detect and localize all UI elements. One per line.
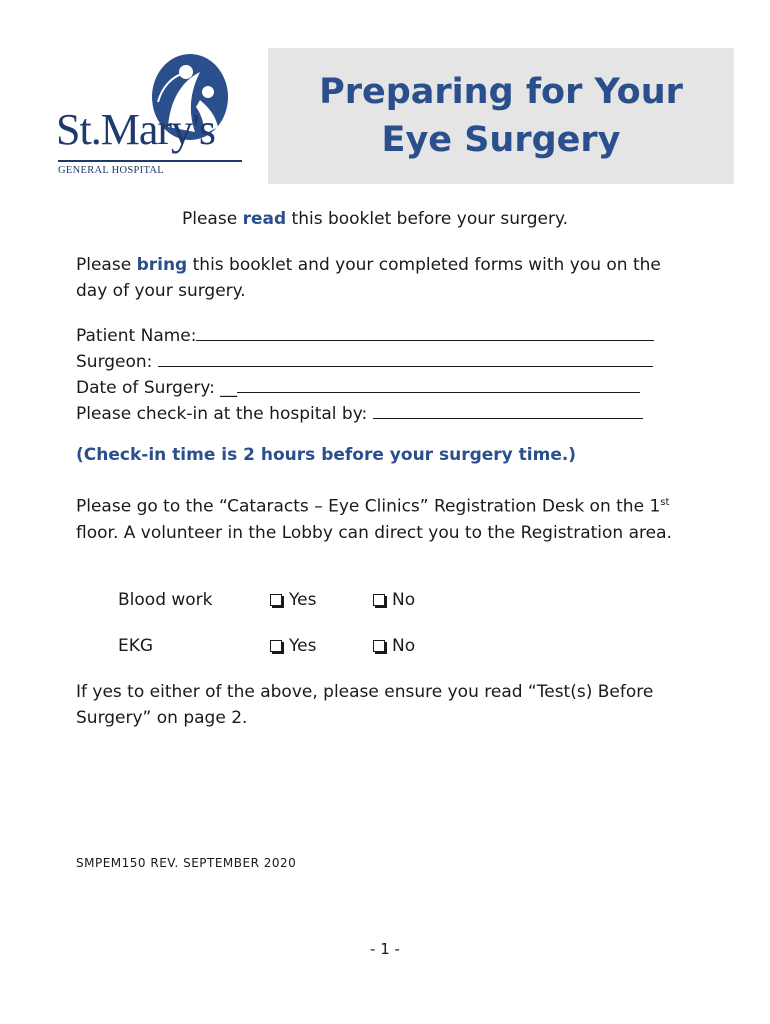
logo-name: St.Mary's [56,105,216,154]
yes-label: Yes [289,590,317,610]
blood-work-yes-option[interactable] [270,589,316,611]
title-box [268,48,734,184]
checkin-row [76,400,643,427]
date-field[interactable] [237,374,640,393]
checkbox-icon[interactable] [270,594,282,606]
read-emphasis: read [242,209,287,229]
ekg-yes-option[interactable] [270,635,316,657]
logo-divider [58,160,242,162]
floor-suffix: st [660,497,670,508]
date-prefix: __ [220,378,238,398]
directions [76,490,696,546]
surgeon-label: Surgeon: [76,352,153,372]
checkin-note: (Check-in time is 2 hours before your surgery time.) [76,445,577,465]
patient-name-row [76,322,654,349]
surgeon-field[interactable] [158,348,653,367]
yes-label: Yes [289,636,317,656]
blood-work-no-option[interactable] [373,589,415,611]
read-pre: Please [182,209,243,229]
ekg-no-option[interactable] [373,635,415,657]
checkbox-icon[interactable] [270,640,282,652]
no-label: No [392,590,416,610]
read-post: this booklet before your surgery. [286,209,569,229]
blood-work-label: Blood work [118,590,213,610]
checkbox-icon[interactable] [373,640,385,652]
bring-emphasis: bring [136,255,188,275]
followup-text: If yes to either of the above, please ensure you read “Test(s) Before Surgery” on page 2. [76,682,654,728]
no-label: No [392,636,416,656]
page-number: - 1 - [370,940,400,958]
form-code: SMPEM150 REV. SEPTEMBER 2020 [76,856,297,870]
floor-number: 1 [649,496,661,517]
date-row [76,374,640,401]
directions-line-2: floor. A volunteer in the Lobby can direct you to the Registration area. [76,522,672,543]
patient-name-label: Patient Name: [76,326,197,346]
bring-pre: Please [76,255,137,275]
date-label: Date of Surgery: [76,378,215,398]
title-line-2: Eye Surgery [381,120,621,160]
title-line-1: Preparing for Your [319,72,683,112]
checkbox-icon[interactable] [373,594,385,606]
logo-subtitle: GENERAL HOSPITAL [58,165,164,176]
ekg-label: EKG [118,636,154,656]
directions-line-1: Please go to the “Cataracts – Eye Clinics” Registration Desk on the [76,496,645,517]
bring-post: this booklet and your completed forms with you on the day of your surgery. [76,255,661,301]
read-instruction [182,206,568,232]
surgeon-row [76,348,653,375]
checkin-label: Please check-in at the hospital by: [76,404,368,424]
patient-name-field[interactable] [196,322,654,341]
checkin-field[interactable] [373,400,643,419]
bring-instruction [76,252,696,304]
